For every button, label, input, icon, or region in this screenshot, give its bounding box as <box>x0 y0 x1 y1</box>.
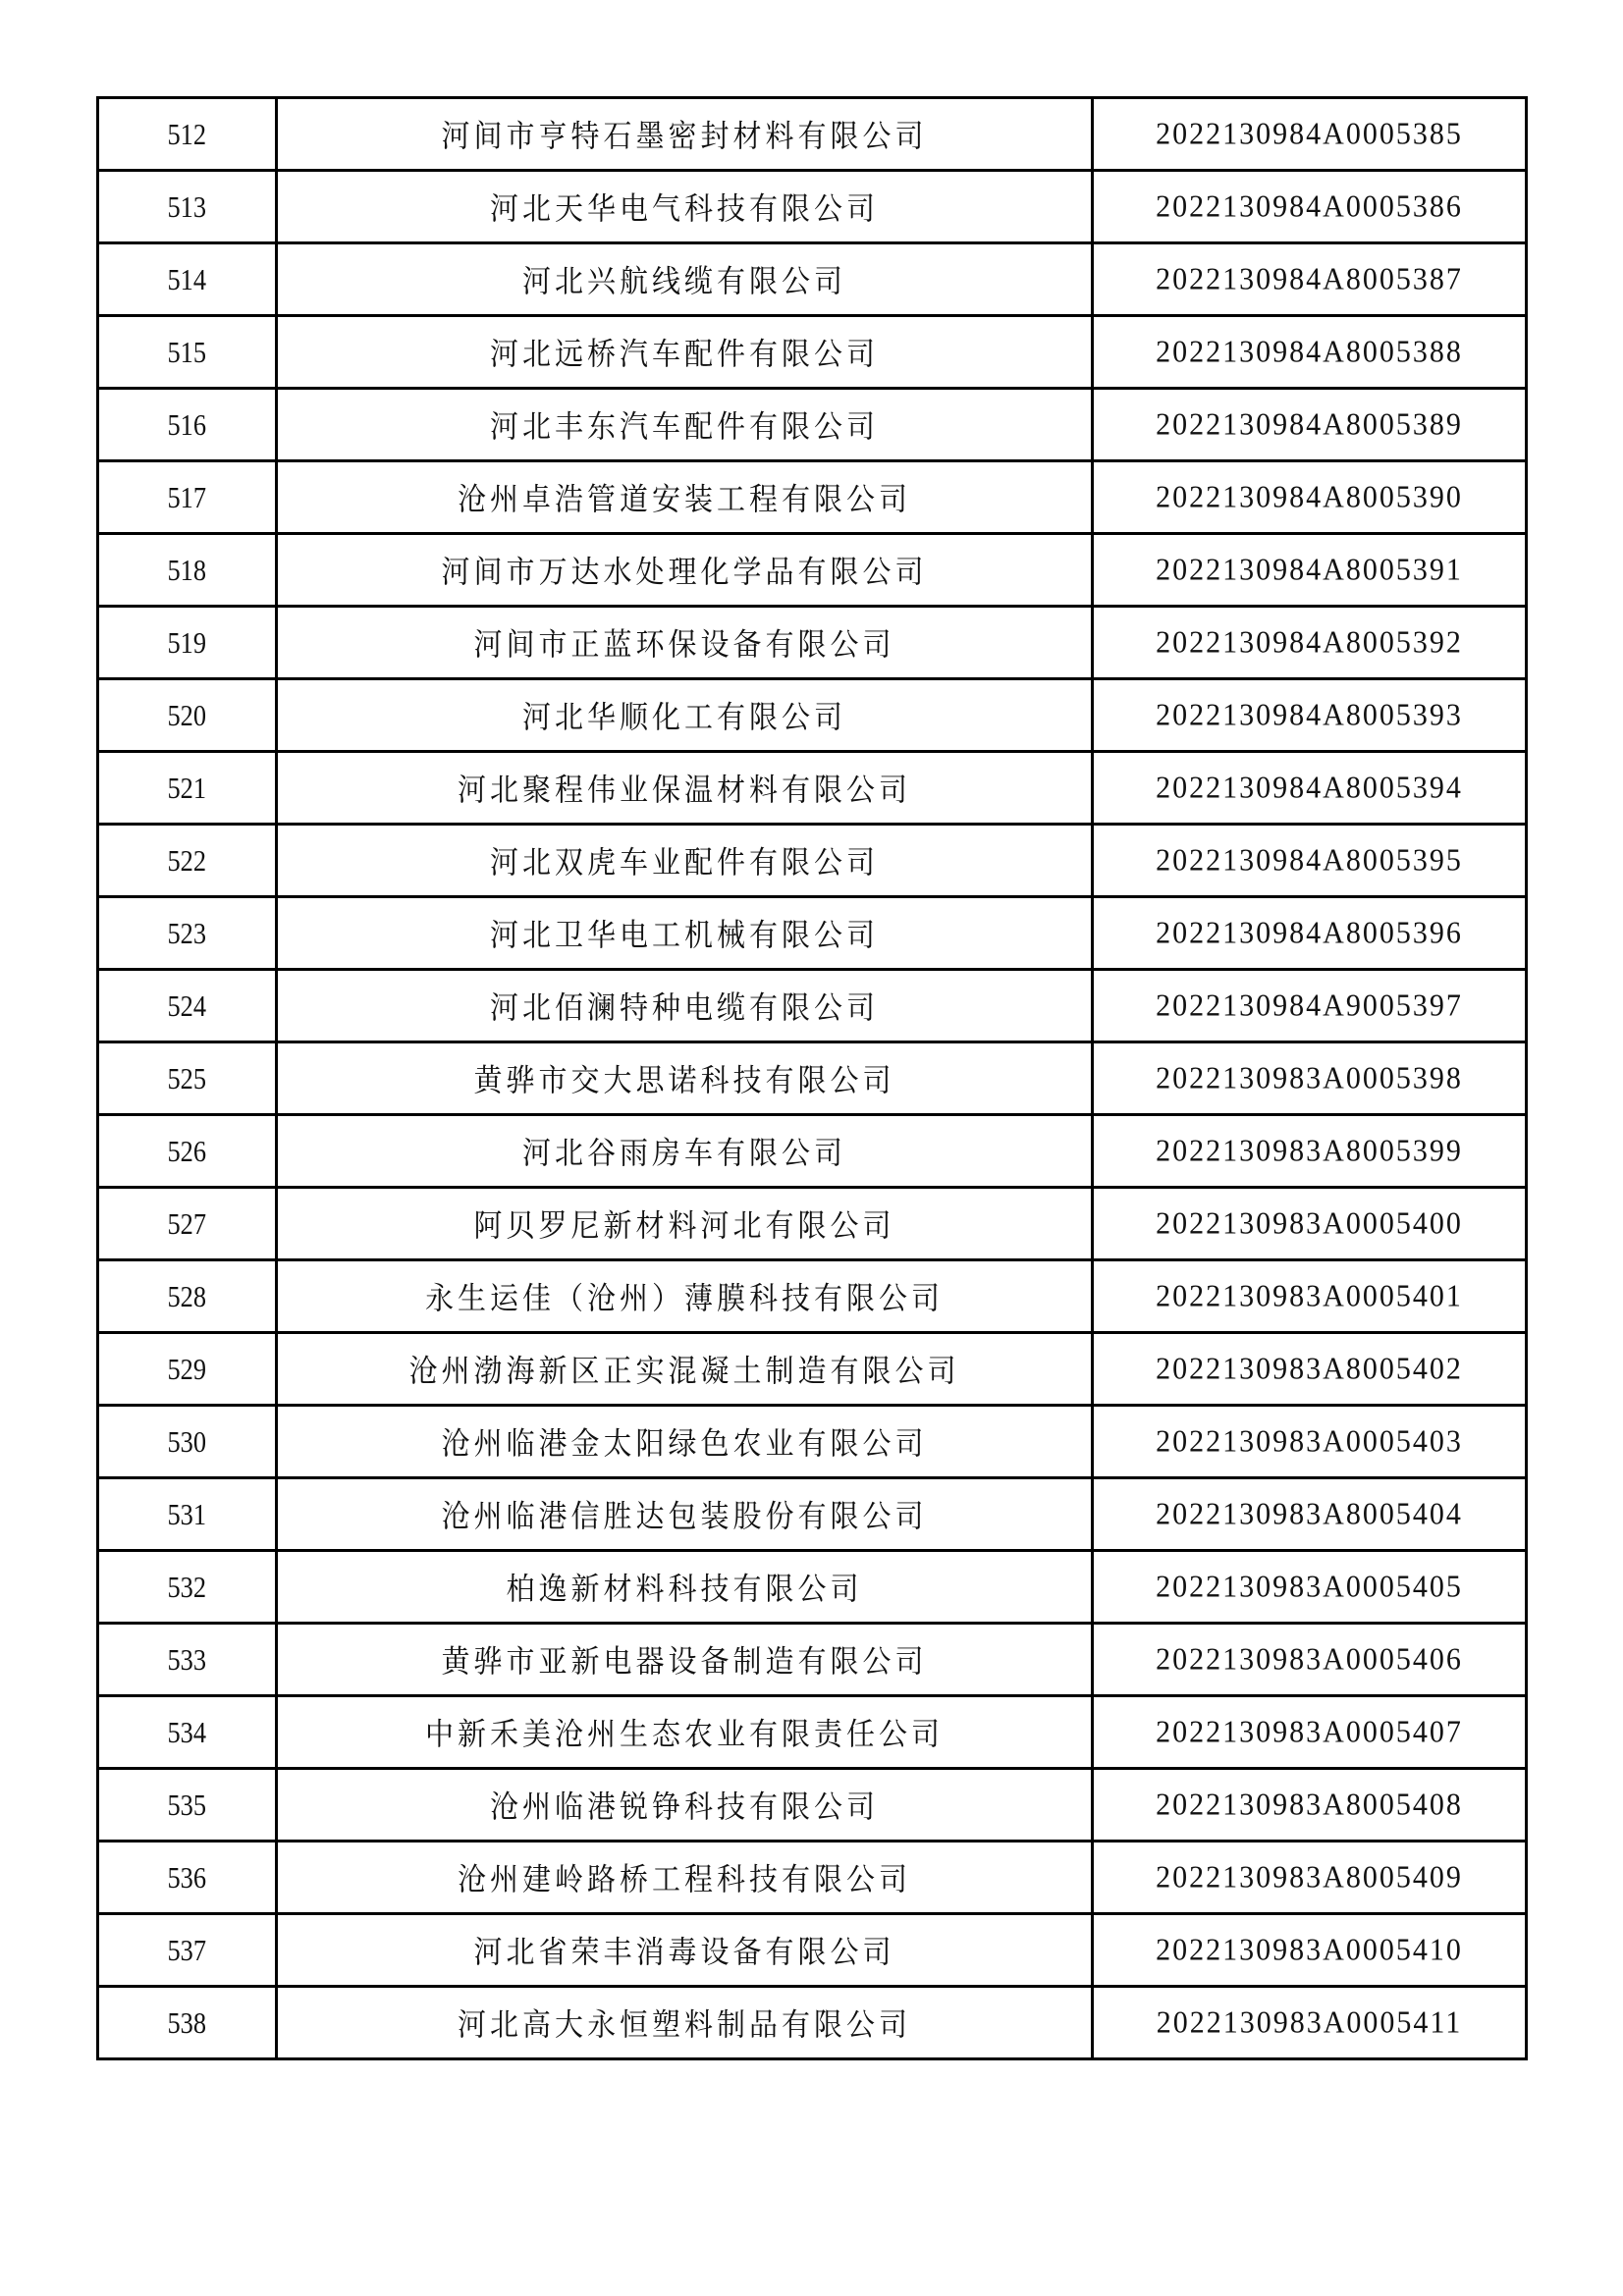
company-name: 沧州临港金太阳绿色农业有限公司 <box>441 1424 928 1462</box>
registration-code: 2022130983A8005408 <box>1156 1787 1463 1822</box>
cell-company-name <box>277 1696 1093 1769</box>
cell-index <box>98 897 277 970</box>
row-number: 534 <box>167 1714 207 1749</box>
table-row <box>98 389 1527 461</box>
cell-index <box>98 243 277 316</box>
table-row <box>98 534 1527 607</box>
company-name: 永生运佳（沧州）薄膜科技有限公司 <box>424 1279 944 1316</box>
table-row <box>98 1333 1527 1406</box>
table-row <box>98 171 1527 243</box>
cell-code <box>1093 1551 1527 1624</box>
cell-company-name <box>277 752 1093 825</box>
cell-code <box>1093 970 1527 1042</box>
registration-code: 2022130984A8005391 <box>1156 552 1463 587</box>
cell-code <box>1093 1624 1527 1696</box>
cell-index <box>98 1260 277 1333</box>
cell-code <box>1093 1696 1527 1769</box>
cell-index <box>98 1551 277 1624</box>
registration-code: 2022130984A8005393 <box>1156 697 1463 732</box>
cell-code <box>1093 752 1527 825</box>
row-number: 529 <box>167 1351 207 1386</box>
registration-code: 2022130983A0005400 <box>1156 1205 1463 1241</box>
cell-company-name <box>277 1987 1093 2059</box>
row-number: 525 <box>167 1060 207 1095</box>
table-row <box>98 752 1527 825</box>
cell-index <box>98 1042 277 1115</box>
cell-index <box>98 1769 277 1842</box>
registration-code: 2022130984A0005386 <box>1156 188 1463 224</box>
registration-code: 2022130983A0005401 <box>1156 1278 1463 1313</box>
row-number: 519 <box>167 624 207 660</box>
cell-code <box>1093 1478 1527 1551</box>
cell-code <box>1093 1188 1527 1260</box>
row-number: 524 <box>167 988 207 1023</box>
cell-company-name <box>277 243 1093 316</box>
company-name: 河北天华电气科技有限公司 <box>489 189 879 227</box>
company-name: 河北高大永恒塑料制品有限公司 <box>457 2005 911 2043</box>
row-number: 522 <box>167 842 207 878</box>
registration-code: 2022130984A8005394 <box>1156 770 1463 805</box>
cell-company-name <box>277 1914 1093 1987</box>
cell-company-name <box>277 970 1093 1042</box>
registration-code: 2022130983A0005410 <box>1156 1932 1463 1967</box>
row-number: 535 <box>167 1787 207 1822</box>
cell-code <box>1093 171 1527 243</box>
table-row <box>98 1478 1527 1551</box>
registration-code: 2022130983A0005405 <box>1156 1569 1463 1604</box>
table-row <box>98 1624 1527 1696</box>
company-name: 河间市万达水处理化学品有限公司 <box>441 553 928 590</box>
cell-company-name <box>277 1769 1093 1842</box>
row-number: 537 <box>167 1932 207 1967</box>
cell-company-name <box>277 98 1093 171</box>
cell-company-name <box>277 897 1093 970</box>
company-name: 沧州渤海新区正实混凝土制造有限公司 <box>408 1352 960 1389</box>
table-row <box>98 1696 1527 1769</box>
cell-code <box>1093 897 1527 970</box>
row-number: 533 <box>167 1641 207 1677</box>
cell-company-name <box>277 534 1093 607</box>
cell-index <box>98 1188 277 1260</box>
cell-company-name <box>277 389 1093 461</box>
cell-company-name <box>277 1842 1093 1914</box>
cell-code <box>1093 1987 1527 2059</box>
cell-company-name <box>277 1551 1093 1624</box>
registration-code: 2022130984A8005392 <box>1156 624 1463 660</box>
cell-index <box>98 461 277 534</box>
cell-code <box>1093 679 1527 752</box>
registration-code: 2022130983A0005406 <box>1156 1641 1463 1677</box>
company-name: 沧州临港锐铮科技有限公司 <box>489 1788 879 1825</box>
cell-code <box>1093 1842 1527 1914</box>
company-name: 河北省荣丰消毒设备有限公司 <box>473 1933 895 1970</box>
company-list-table <box>96 96 1528 2060</box>
company-name: 黄骅市交大思诺科技有限公司 <box>473 1061 895 1098</box>
table-row <box>98 98 1527 171</box>
table-row <box>98 970 1527 1042</box>
company-name: 河北远桥汽车配件有限公司 <box>489 335 879 372</box>
row-number: 527 <box>167 1205 207 1241</box>
cell-code <box>1093 389 1527 461</box>
cell-company-name <box>277 1478 1093 1551</box>
company-name: 阿贝罗尼新材料河北有限公司 <box>473 1206 895 1244</box>
company-name: 河北双虎车业配件有限公司 <box>489 843 879 881</box>
row-number: 516 <box>167 406 207 442</box>
row-number: 513 <box>167 188 207 224</box>
cell-index <box>98 534 277 607</box>
cell-index <box>98 1406 277 1478</box>
cell-code <box>1093 1115 1527 1188</box>
row-number: 515 <box>167 334 207 369</box>
cell-code <box>1093 243 1527 316</box>
row-number: 530 <box>167 1423 207 1459</box>
row-number: 520 <box>167 697 207 732</box>
cell-index <box>98 98 277 171</box>
cell-index <box>98 1987 277 2059</box>
row-number: 536 <box>167 1859 207 1895</box>
cell-code <box>1093 534 1527 607</box>
cell-company-name <box>277 316 1093 389</box>
row-number: 531 <box>167 1496 207 1531</box>
cell-index <box>98 171 277 243</box>
cell-index <box>98 1115 277 1188</box>
table-row <box>98 1115 1527 1188</box>
cell-code <box>1093 607 1527 679</box>
table-row <box>98 1042 1527 1115</box>
table-row <box>98 461 1527 534</box>
table-row <box>98 897 1527 970</box>
cell-code <box>1093 461 1527 534</box>
registration-code: 2022130983A8005409 <box>1156 1859 1463 1895</box>
registration-code: 2022130983A0005403 <box>1156 1423 1463 1459</box>
registration-code: 2022130984A8005387 <box>1156 261 1463 296</box>
cell-code <box>1093 1042 1527 1115</box>
cell-company-name <box>277 825 1093 897</box>
registration-code: 2022130984A8005390 <box>1156 479 1463 514</box>
cell-index <box>98 1914 277 1987</box>
company-name: 河北华顺化工有限公司 <box>521 698 846 735</box>
cell-company-name <box>277 1333 1093 1406</box>
cell-company-name <box>277 679 1093 752</box>
company-name: 沧州临港信胜达包装股份有限公司 <box>441 1497 928 1534</box>
cell-company-name <box>277 1042 1093 1115</box>
cell-code <box>1093 825 1527 897</box>
table-row <box>98 1260 1527 1333</box>
row-number: 512 <box>167 116 207 151</box>
table-row <box>98 316 1527 389</box>
cell-index <box>98 679 277 752</box>
cell-code <box>1093 1333 1527 1406</box>
table-row <box>98 1406 1527 1478</box>
table-row <box>98 1551 1527 1624</box>
row-number: 521 <box>167 770 207 805</box>
cell-company-name <box>277 1624 1093 1696</box>
cell-code <box>1093 1260 1527 1333</box>
registration-code: 2022130984A0005385 <box>1156 116 1463 151</box>
table-row <box>98 1987 1527 2059</box>
row-number: 528 <box>167 1278 207 1313</box>
registration-code: 2022130983A0005398 <box>1156 1060 1463 1095</box>
cell-company-name <box>277 171 1093 243</box>
registration-code: 2022130984A8005396 <box>1156 915 1463 950</box>
cell-code <box>1093 98 1527 171</box>
table-row <box>98 1769 1527 1842</box>
cell-code <box>1093 316 1527 389</box>
cell-index <box>98 1478 277 1551</box>
row-number: 532 <box>167 1569 207 1604</box>
row-number: 514 <box>167 261 207 296</box>
cell-company-name <box>277 1260 1093 1333</box>
registration-code: 2022130983A8005402 <box>1156 1351 1463 1386</box>
cell-company-name <box>277 1406 1093 1478</box>
cell-company-name <box>277 1115 1093 1188</box>
cell-code <box>1093 1914 1527 1987</box>
row-number: 517 <box>167 479 207 514</box>
cell-code <box>1093 1406 1527 1478</box>
company-name: 河北谷雨房车有限公司 <box>521 1134 846 1171</box>
cell-index <box>98 389 277 461</box>
row-number: 538 <box>167 2004 207 2040</box>
company-name: 河北聚程伟业保温材料有限公司 <box>457 771 911 808</box>
company-name: 柏逸新材料科技有限公司 <box>506 1570 863 1607</box>
cell-company-name <box>277 1188 1093 1260</box>
table-row <box>98 607 1527 679</box>
row-number: 518 <box>167 552 207 587</box>
row-number: 526 <box>167 1133 207 1168</box>
company-name: 河间市亨特石墨密封材料有限公司 <box>441 117 928 154</box>
company-name: 中新禾美沧州生态农业有限责任公司 <box>424 1715 944 1752</box>
company-name: 沧州建岭路桥工程科技有限公司 <box>457 1860 911 1897</box>
cell-index <box>98 1696 277 1769</box>
cell-index <box>98 752 277 825</box>
registration-code: 2022130983A0005407 <box>1156 1714 1463 1749</box>
registration-code: 2022130984A8005395 <box>1156 842 1463 878</box>
table-row <box>98 825 1527 897</box>
registration-code: 2022130984A9005397 <box>1156 988 1463 1023</box>
company-name: 河北兴航线缆有限公司 <box>521 262 846 299</box>
company-name: 黄骅市亚新电器设备制造有限公司 <box>441 1642 928 1680</box>
registration-code: 2022130984A8005388 <box>1156 334 1463 369</box>
cell-index <box>98 316 277 389</box>
table-row <box>98 1914 1527 1987</box>
cell-index <box>98 1624 277 1696</box>
registration-code: 2022130983A0005411 <box>1156 2004 1463 2040</box>
cell-index <box>98 825 277 897</box>
registration-code: 2022130983A8005404 <box>1156 1496 1463 1531</box>
cell-index <box>98 1842 277 1914</box>
table-row <box>98 1188 1527 1260</box>
company-name: 河北丰东汽车配件有限公司 <box>489 407 879 445</box>
cell-code <box>1093 1769 1527 1842</box>
cell-company-name <box>277 607 1093 679</box>
cell-index <box>98 970 277 1042</box>
row-number: 523 <box>167 915 207 950</box>
cell-index <box>98 607 277 679</box>
registration-code: 2022130983A8005399 <box>1156 1133 1463 1168</box>
table-row <box>98 1842 1527 1914</box>
company-name: 河北佰澜特种电缆有限公司 <box>489 988 879 1026</box>
cell-index <box>98 1333 277 1406</box>
company-name: 河间市正蓝环保设备有限公司 <box>473 625 895 663</box>
table-row <box>98 243 1527 316</box>
table-row <box>98 679 1527 752</box>
table-body <box>98 98 1527 2059</box>
cell-company-name <box>277 461 1093 534</box>
company-name: 河北卫华电工机械有限公司 <box>489 916 879 953</box>
company-name: 沧州卓浩管道安装工程有限公司 <box>457 480 911 517</box>
registration-code: 2022130984A8005389 <box>1156 406 1463 442</box>
